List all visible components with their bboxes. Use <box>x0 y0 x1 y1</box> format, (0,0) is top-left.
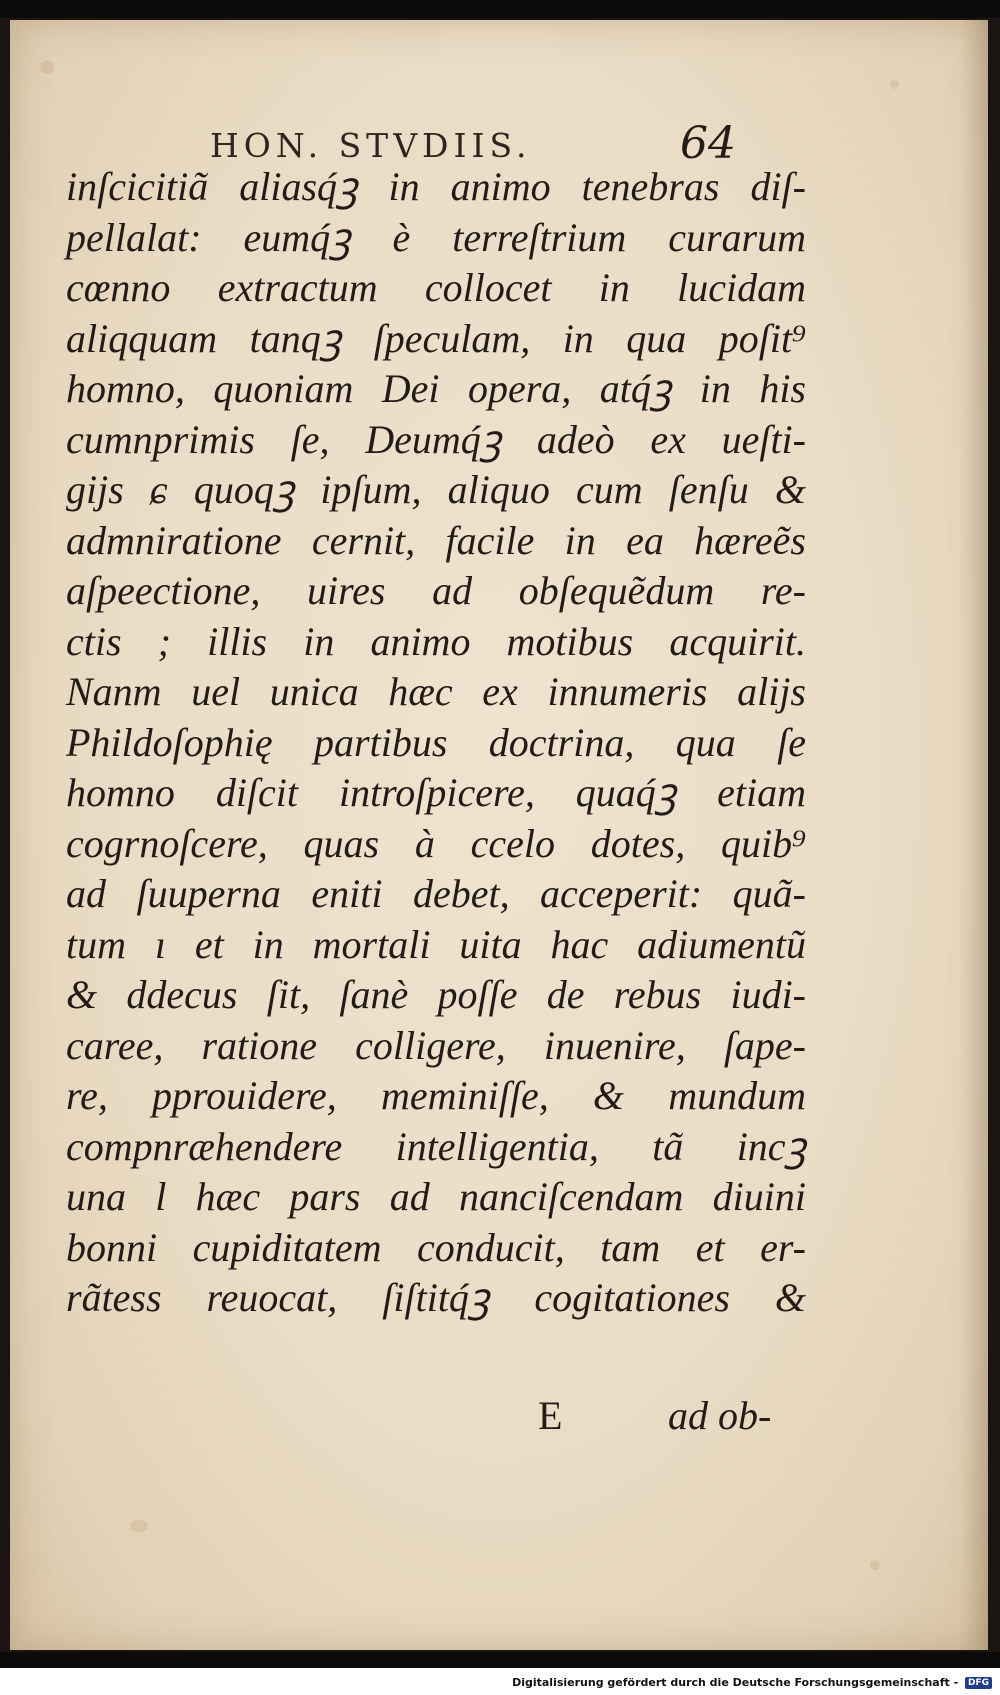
text-line: cogrnoſcere, quas à ccelo dotes, quib⁹ <box>66 820 806 866</box>
text-line: & ddecus ſit, ſanè poſſe de rebus iudi- <box>66 972 806 1017</box>
paper-stain <box>870 1560 880 1570</box>
text-line: rãtess reuocat, ſiſtitq́ꝫ cogitationes & <box>66 1275 806 1320</box>
text-line: tum ı et in mortali uita hac adiumentũ <box>66 921 806 967</box>
text-line: aliqquam tanqꝫ ſpeculam, in qua poſit⁹ <box>66 315 806 361</box>
text-line: Phildoſophię partibus doctrina, qua ſe <box>66 719 806 765</box>
text-line: una l hæc pars ad nanciſcendam diuini <box>66 1174 806 1219</box>
text-line: inſcicitiã aliasq́ꝫ in animo tenebras diſ- <box>66 164 806 209</box>
bottom-dark-strip <box>0 1652 1000 1668</box>
catchword-line <box>66 1392 806 1442</box>
body-text <box>66 162 806 1438</box>
paper-stain <box>40 60 54 74</box>
text-line: homno diſcit introſpicere, quaq́ꝫ etiam <box>66 770 806 815</box>
text-line: ad ſuuperna eniti debet, acceperit: quã- <box>66 871 806 916</box>
text-line: admniratione cernit, facile in ea hæreẽs <box>66 517 806 563</box>
book-page <box>10 20 988 1650</box>
page-edge-shadow <box>960 20 988 1650</box>
running-head: HON. STVDIIS. <box>210 126 532 165</box>
signature-mark: E <box>538 1393 563 1438</box>
text-line: Nanm uel unica hæc ex innumeris alijs <box>66 669 806 714</box>
page-number: 64 <box>680 118 736 169</box>
digitization-credit <box>512 1676 992 1689</box>
catchword: ad ob- <box>668 1393 772 1438</box>
text-line: pellalat: eumq́ꝫ è terreſtrium curarum <box>66 214 806 260</box>
top-dark-strip <box>0 0 1000 18</box>
paper-stain <box>890 80 899 89</box>
paper-stain <box>130 1520 148 1532</box>
credit-text: Digitalisierung gefördert durch die Deutsche Forschungsgemeinschaft - <box>512 1676 959 1689</box>
text-line: re, pprouidere, meminiſſe, & mundum <box>66 1073 806 1118</box>
text-line: ctis ; illis in animo motibus acquirit. <box>66 618 806 664</box>
text-line: cœnno extractum collocet in lucidam <box>66 265 806 310</box>
text-line: compnræhendere intelligentia, tã incꝫ <box>66 1123 806 1169</box>
text-line: cumnprimis ſe, Deumq́ꝫ adeò ex ueſti- <box>66 416 806 462</box>
dfg-logo-icon: DFG <box>965 1677 992 1689</box>
text-line: homno, quoniam Dei opera, atq́ꝫ in his <box>66 366 806 411</box>
text-line: gijs ɕ quoqꝫ ipſum, aliquo cum ſenſu & <box>66 467 806 512</box>
text-line: caree, ratione colligere, inuenire, ſape- <box>66 1022 806 1068</box>
text-line: bonni cupiditatem conducit, tam et er- <box>66 1224 806 1270</box>
text-line: aſpeectione, uires ad obſequẽdum re- <box>66 568 806 613</box>
